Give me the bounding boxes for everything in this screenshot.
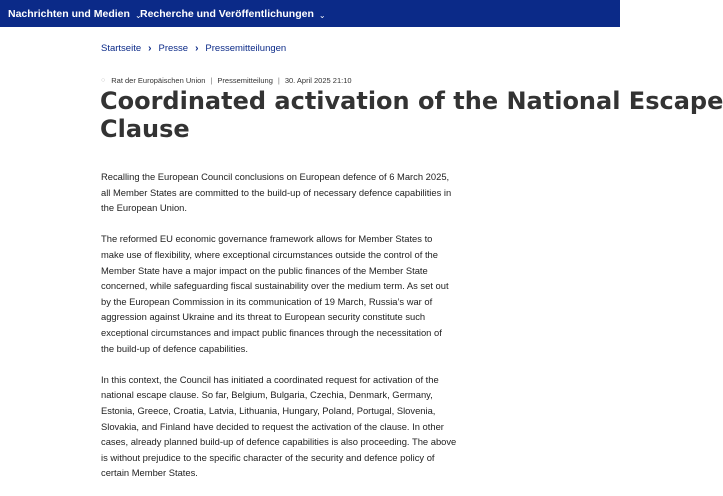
- text-line: Estonia, Greece, Croatia, Latvia, Lithuania, Hungary, Poland, Portugal, Slovenia,: [101, 404, 436, 416]
- page-title-line-2: Clause: [100, 115, 190, 143]
- breadcrumb-separator-icon: ›: [195, 43, 199, 54]
- text-line: aggression against Ukraine and its threat to European security constitute such: [101, 311, 426, 323]
- breadcrumb: [101, 43, 286, 54]
- text-line: concerned, while safeguarding fiscal sustainability over the medium term. As set out: [101, 280, 449, 292]
- text-line: cases, already planned build-up of defence capabilities is also proceeding. The above: [101, 436, 457, 448]
- top-navigation-bar: [0, 0, 620, 27]
- source-dot-icon: ○: [101, 77, 106, 84]
- page-title-line-1: Coordinated activation of the National Escape: [100, 87, 723, 115]
- breadcrumb-link-press-releases[interactable]: Pressemitteilungen: [205, 43, 287, 54]
- paragraph-2: [101, 231, 471, 356]
- breadcrumb-link-home[interactable]: Startseite: [101, 43, 142, 54]
- text-line: exceptional circumstances and impact public finances through the necessitation of: [101, 326, 442, 338]
- nav-item-label: Recherche und Veröffentlichungen: [140, 8, 314, 20]
- article-meta: [101, 76, 352, 85]
- paragraph-3: [101, 372, 471, 481]
- nav-item-news-and-media[interactable]: [8, 8, 142, 20]
- text-line: national escape clause. So far, Belgium, Bulgaria, Czechia, Denmark, Germany,: [101, 389, 433, 401]
- chevron-down-icon: ⌄: [134, 11, 142, 20]
- text-line: the build-up of defence capabilities.: [101, 342, 248, 354]
- nav-item-research-and-publications[interactable]: [140, 8, 326, 20]
- meta-divider: |: [210, 76, 213, 85]
- paragraph-1: [101, 169, 471, 216]
- text-line: by the European Commission in its communication of 19 March, Russia’s war of: [101, 295, 433, 307]
- text-line: The reformed EU economic governance framework allows for Member States to: [101, 233, 433, 245]
- nav-item-label: Nachrichten und Medien: [8, 8, 130, 20]
- meta-source: Rat der Europäischen Union: [111, 76, 206, 85]
- text-line: Recalling the European Council conclusions on European defence of 6 March 2025,: [101, 171, 450, 182]
- text-line: all Member States are committed to the build-up of necessary defence capabilities in: [101, 186, 452, 198]
- breadcrumb-separator-icon: ›: [148, 43, 152, 54]
- text-line: make use of flexibility, where exceptional circumstances outside the control of the: [101, 248, 438, 260]
- text-line: certain Member States.: [101, 467, 198, 479]
- page-title: [100, 87, 723, 143]
- text-line: Member State have a major impact on the public finances of the Member State: [101, 264, 428, 276]
- article-body: [101, 169, 471, 496]
- breadcrumb-link-press[interactable]: Presse: [158, 43, 189, 54]
- text-line: the European Union.: [101, 202, 188, 214]
- meta-divider: |: [277, 76, 280, 85]
- meta-type: Pressemitteilung: [217, 76, 273, 85]
- meta-date: 30. April 2025 21:10: [284, 76, 352, 85]
- chevron-down-icon: ⌄: [318, 11, 326, 20]
- text-line: Slovakia, and Finland have decided to request the activation of the clause. In other: [101, 420, 444, 432]
- text-line: In this context, the Council has initiated a coordinated request for activation of the: [101, 373, 439, 385]
- text-line: is without prejudice to the specific character of the security and defence policy of: [101, 451, 435, 463]
